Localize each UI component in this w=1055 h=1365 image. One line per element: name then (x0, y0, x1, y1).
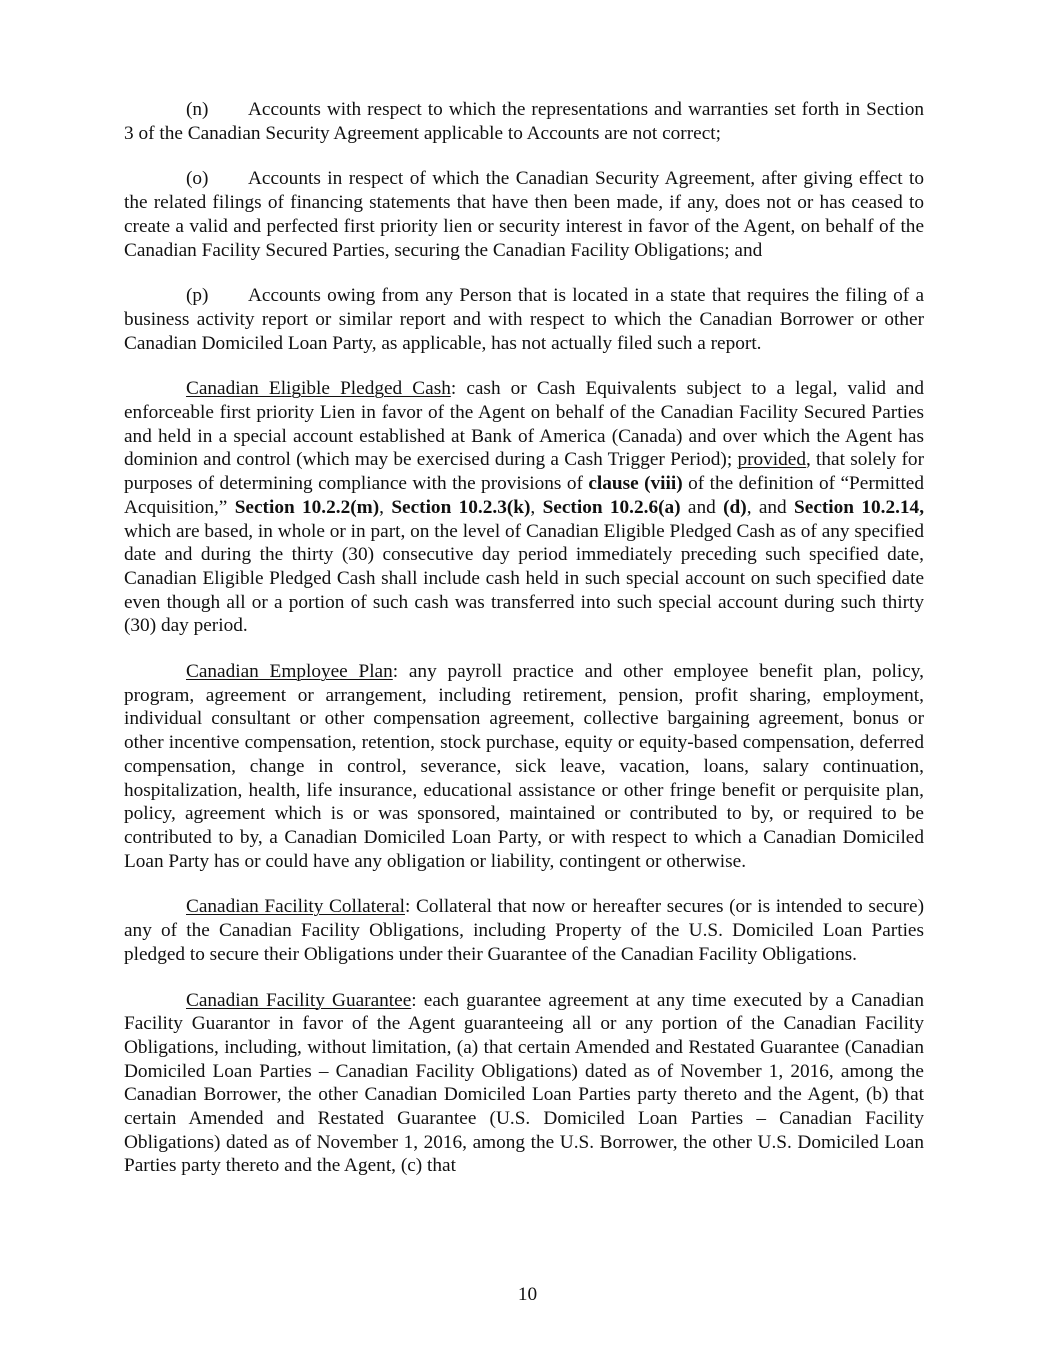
clause-label: (n) (186, 99, 209, 120)
clause-text: Accounts in respect of which the Canadian Security Agreement, after giving effect to the related filings of financing statements that have then been made, if any, does not or has ceased to create a valid and perfected first priority lien or security interest in favor of the Agent, on behalf of the Canadian Facility Secured Parties, securing the Canadian Facility Obligations; and (124, 168, 924, 261)
clause-n (124, 98, 924, 145)
document-page (124, 98, 924, 1178)
provided-term: provided (737, 449, 806, 471)
page-number: 10 (517, 1284, 538, 1305)
definition-text: : Collateral that now or hereafter secures (or is intended to secure) any of the Canadian Facility Obligations, including Property of the U.S. Domiciled Loan Parties pledged to secure their Obligations under their Guarantee of the Canadian Facility Obligations. (124, 896, 924, 965)
definition-canadian-facility-guarantee (124, 989, 924, 1179)
defined-term: Canadian Facility Guarantee (186, 989, 412, 1011)
bold-reference: Section 10.2.3(k) (391, 496, 531, 518)
bold-reference: Section 10.2.6(a) (542, 496, 681, 518)
bold-reference: Section 10.2.14, (794, 496, 925, 518)
definition-canadian-eligible-pledged-cash (124, 377, 924, 638)
definition-text: which are based, in whole or in part, on the level of Canadian Eligible Pledged Cash as of any specified date and during the thirty (30) consecutive day period immediately preceding such specified date, Canadian Eligible Pledged Cash shall include cash held in such special account on such specified date even though all or a portion of such cash was transferred into such special account during such thirty (30) day period. (124, 520, 924, 637)
bold-reference: (d) (723, 496, 747, 518)
defined-term: Canadian Employee Plan (186, 661, 393, 683)
definition-text: : each guarantee agreement at any time executed by a Canadian Facility Guarantor in favor of the Agent guaranteeing all or any portion of the Canadian Facility Obligations, including, without limitation, (a) that certain Amended and Restated Guarantee (Canadian Domiciled Loan Parties – Canadian Facility Obligations) dated as of November 1, 2016, among the Canadian Borrower, the other Canadian Domiciled Loan Parties party thereto and the Agent, (b) that certain Amended and Restated Guarantee (U.S. Domiciled Loan Parties – Canadian Facility Obligations) dated as of November 1, 2016, among the U.S. Borrower, the other U.S. Domiciled Loan Parties party thereto and the Agent, (c) that (124, 989, 925, 1177)
definition-text: : any payroll practice and other employee benefit plan, policy, program, agreement or arrangement, including retirement, pension, profit sharing, employment, individual consultant or other compensation agreement, collective bargaining agreement, bonus or other incentive compensation, retention, stock purchase, equity or equity-based compensation, deferred compensation, change in control, severance, sick leave, vacation, loans, salary continuation, hospitalization, health, life insurance, educational assistance or other fringe benefit or perquisite plan, policy, agreement which is or was sponsored, maintained or contributed to by, or required to be contributed to by, a Canadian Domiciled Loan Party, or with respect to which a Canadian Domiciled Loan Party has or could have any obligation or liability, contingent or otherwise. (124, 661, 925, 872)
definition-text: , (379, 496, 392, 518)
definition-text: , and (746, 496, 795, 518)
definition-text: , (530, 496, 543, 518)
clause-text: Accounts with respect to which the representations and warranties set forth in Section 3 of the Canadian Security Agreement applicable to Accounts are not correct; (124, 99, 924, 144)
clause-label: (o) (186, 168, 209, 190)
defined-term: Canadian Eligible Pledged Cash (186, 378, 451, 400)
definition-text: : cash or Cash Equivalents subject to a legal, valid and enforceable first priority Lien in favor of the Agent on behalf of the Canadian Facility Secured Parties and held in a special account established at Bank of America (Canada) and over which the Agent has dominion and control (which may be exercised during a Cash Trigger Period); (124, 378, 925, 471)
definition-text: , that solely for purposes of determining compliance with the provisions of (124, 449, 924, 495)
definition-canadian-facility-collateral (124, 895, 924, 966)
definition-text: and (680, 496, 724, 518)
bold-reference: Section 10.2.2(m) (234, 496, 380, 518)
clause-p (124, 284, 924, 355)
definition-text: of the definition of “Permitted Acquisition,” (124, 473, 925, 518)
clause-text: Accounts owing from any Person that is located in a state that requires the filing of a business activity report or similar report and with respect to which the Canadian Borrower or other Canadian Domiciled Loan Party, as applicable, has not actually filed such a report. (124, 285, 924, 354)
clause-o (124, 167, 924, 262)
defined-term: Canadian Facility Collateral (186, 896, 405, 918)
bold-reference: clause (viii) (588, 473, 683, 495)
clause-label: (p) (186, 285, 209, 307)
definition-canadian-employee-plan (124, 660, 924, 873)
